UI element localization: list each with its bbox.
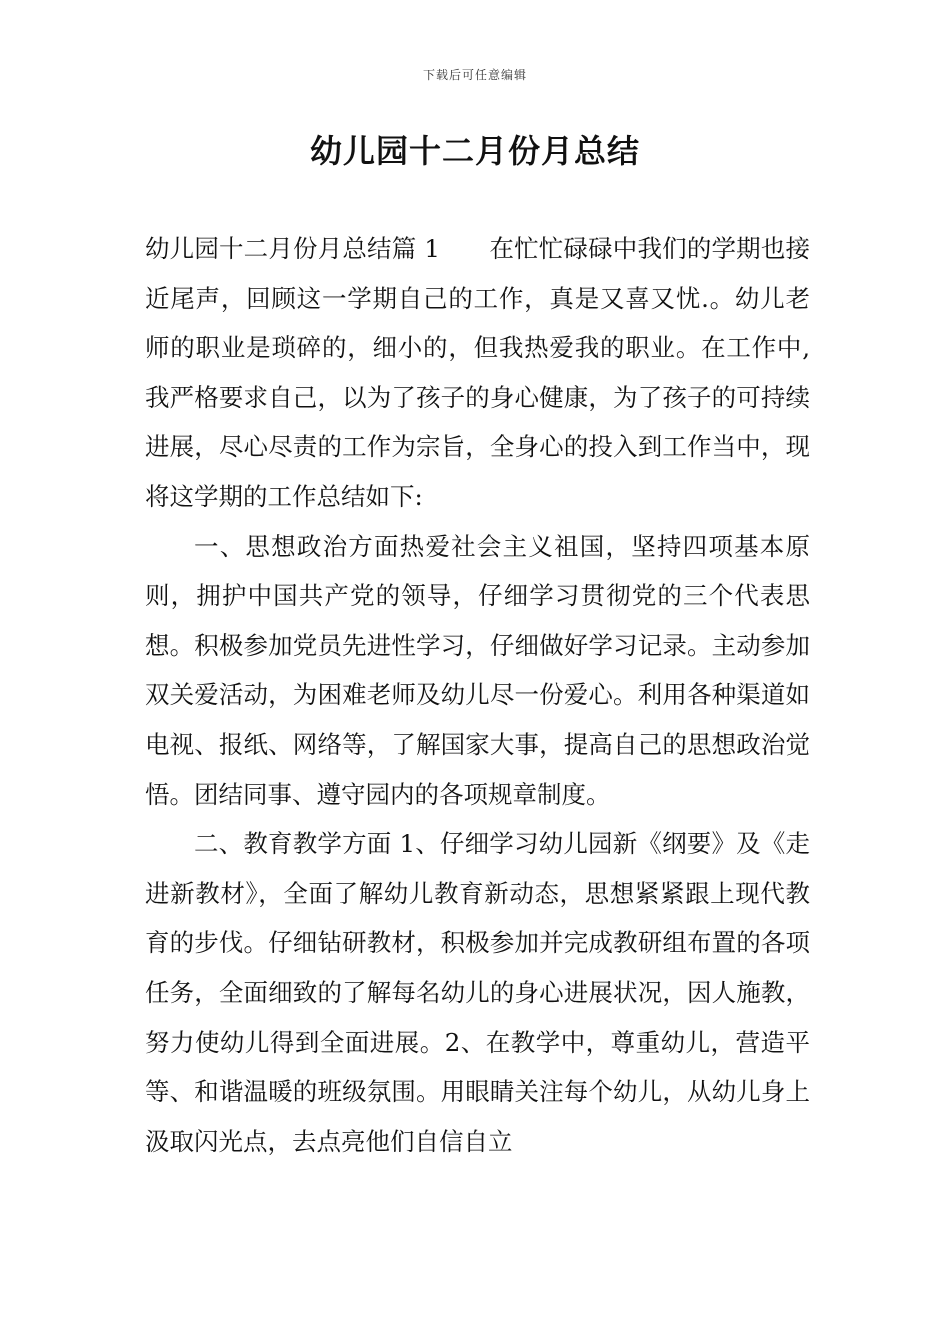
- document-body: [145, 224, 810, 1166]
- header-note: 下载后可任意编辑: [422, 68, 527, 82]
- paragraph-teaching: 二、教育教学方面 1、仔细学习幼儿园新《纲要》及《走进新教材》，全面了解幼儿教育新动态，思想紧紧跟上现代教育的步伐。仔细钻研教材，积极参加并完成教研组布置的各项任务，全面细致的了解每名幼儿的身心进展状况，因人施教，努力使幼儿得到全面进展。2、在教学中，尊重幼儿，营造平等、和谐温暖的班级氛围。用眼睛关注每个幼儿，从幼儿身上汲取闪光点，去点亮他们自信自立: [145, 829, 810, 1156]
- paragraph-intro: 幼儿园十二月份月总结篇 1 在忙忙碌碌中我们的学期也接近尾声，回顾这一学期自己的工作，真是又喜又忧.。幼儿老师的职业是琐碎的，细小的，但我热爱我的职业。在工作中,我严格要求自己，以为了孩子的身心健康，为了孩子的可持续进展，尽心尽责的工作为宗旨，全身心的投入到工作当中，现将这学期的工作总结如下:: [145, 234, 810, 511]
- paragraph-ideology: 一、思想政治方面热爱社会主义祖国，坚持四项基本原则，拥护中国共产党的领导，仔细学习贯彻党的三个代表思想。积极参加党员先进性学习，仔细做好学习记录。主动参加双关爱活动，为困难老师及幼儿尽一份爱心。利用各种渠道如电视、报纸、网络等，了解国家大事，提高自己的思想政治觉悟。团结同事、遵守园内的各项规章制度。: [145, 531, 810, 809]
- document-title: 幼儿园十二月份月总结: [309, 132, 640, 170]
